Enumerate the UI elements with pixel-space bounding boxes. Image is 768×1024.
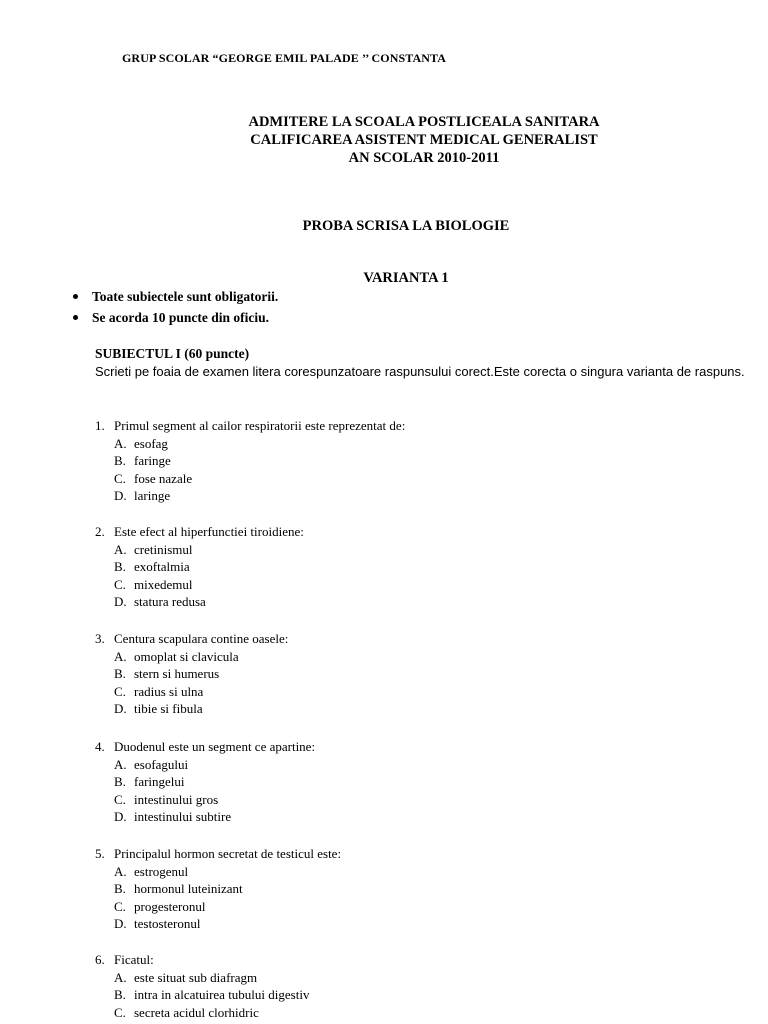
answer-option: A. este situat sub diafragm [114, 969, 258, 985]
answer-option: C. progesteronul [114, 898, 206, 914]
question-item [95, 523, 304, 611]
school-name: GRUP SCOLAR “GEORGE EMIL PALADE ’’ CONSTANTA [122, 51, 446, 65]
subject-title: SUBIECTUL I (60 puncte) [95, 346, 250, 361]
answer-option: B. stern si humerus [114, 666, 220, 681]
answer-option: D. testosteronul [114, 916, 201, 931]
question-item [95, 417, 405, 505]
answer-option: A. esofagului [114, 756, 189, 772]
answer-option: B. faringe [114, 453, 171, 468]
question-text: Principalul hormon secretat de testicul este: [114, 846, 342, 861]
answer-option: D. tibie si fibula [114, 701, 203, 716]
header-line-3: AN SCOLAR 2010-2011 [348, 150, 500, 166]
question-number: 4. [95, 739, 105, 754]
rule-item [73, 289, 278, 305]
bullet-icon [73, 294, 78, 299]
question-number: 2. [95, 524, 105, 539]
bullet-icon [73, 315, 78, 320]
question-item [95, 630, 288, 718]
exam-title: PROBA SCRISA LA BIOLOGIE [302, 218, 510, 234]
answer-option: B. faringelui [114, 774, 185, 789]
answer-option: A. cretinismul [114, 541, 193, 557]
answer-option: C. fose nazale [114, 470, 193, 486]
answer-option: B. hormonul luteinizant [114, 881, 243, 896]
rule-text: Se acorda 10 puncte din oficiu. [92, 310, 270, 325]
question-text: Duodenul este un segment ce apartine: [114, 739, 316, 754]
header-line-2: CALIFICAREA ASISTENT MEDICAL GENERALIST [250, 132, 598, 148]
answer-option: A. omoplat si clavicula [114, 648, 239, 664]
question-text: Este efect al hiperfunctiei tiroidiene: [114, 524, 304, 539]
question-text: Centura scapulara contine oasele: [114, 631, 289, 646]
variant-title: VARIANTA 1 [363, 270, 449, 286]
answer-option: C. secreta acidul clorhidric [114, 1004, 259, 1020]
answer-option: C. mixedemul [114, 576, 193, 592]
header-line-1: ADMITERE LA SCOALA POSTLICEALA SANITARA [248, 114, 600, 130]
rule-item [73, 310, 269, 326]
question-item [95, 845, 341, 933]
answer-option: D. laringe [114, 488, 171, 503]
answer-option: B. intra in alcatuirea tubului digestiv [114, 987, 310, 1002]
answer-option: A. esofag [114, 435, 168, 451]
answer-option: D. statura redusa [114, 594, 206, 609]
answer-option: C. radius si ulna [114, 683, 204, 699]
question-item [95, 738, 315, 826]
answer-option: B. exoftalmia [114, 559, 190, 574]
rule-text: Toate subiectele sunt obligatorii. [92, 289, 279, 304]
question-number: 1. [95, 418, 105, 433]
subject-instructions: Scrieti pe foaia de examen litera corespunzatoare raspunsului corect.Este corecta o singura varianta de raspuns. [95, 364, 745, 379]
question-number: 3. [95, 631, 105, 646]
answer-option: A. estrogenul [114, 863, 189, 879]
question-item [95, 951, 309, 1021]
question-number: 6. [95, 952, 105, 967]
question-text: Primul segment al cailor respiratorii este reprezentat de: [114, 418, 406, 433]
answer-option: D. intestinului subtire [114, 809, 232, 824]
answer-option: C. intestinului gros [114, 791, 219, 807]
question-number: 5. [95, 846, 105, 861]
question-text: Ficatul: [114, 952, 154, 967]
